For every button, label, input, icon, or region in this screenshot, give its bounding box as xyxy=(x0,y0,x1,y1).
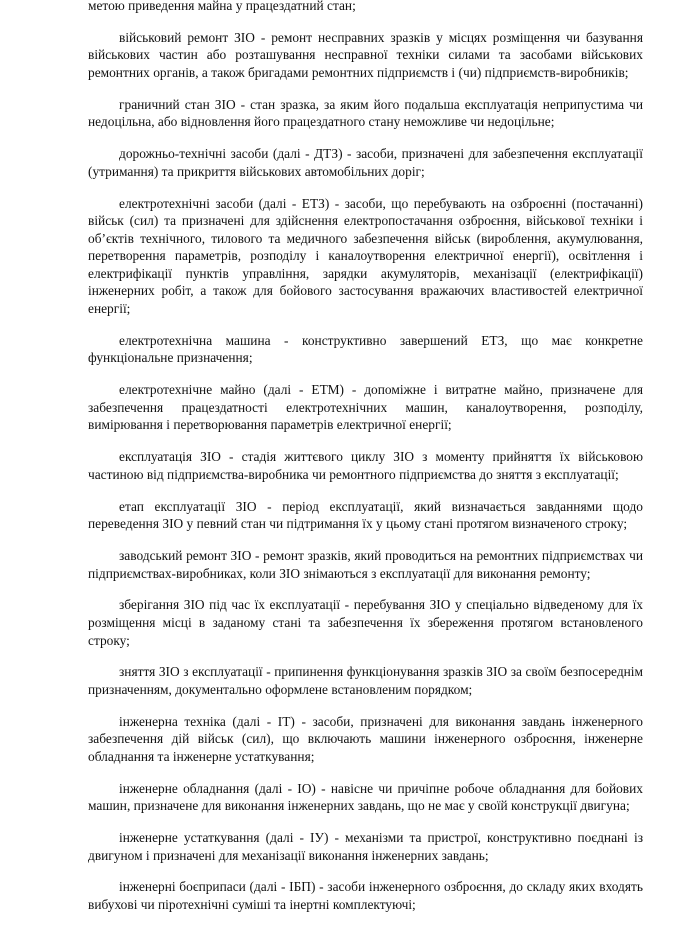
definition-engineering-attachment: інженерне обладнання (далі - ІО) - навісне чи причіпне робоче обладнання для бойових машин, призначене для виконання інженерних завдань, що не має у своїй конструкції двигуна; xyxy=(88,780,643,814)
definition-factory-repair: заводський ремонт ЗІО - ремонт зразків, який проводиться на ремонтних підприємствах чи підприємствах-виробниках, коли ЗІО знімаються з експлуатації для виконання ремонту; xyxy=(88,547,643,581)
definition-engineering-equipment: інженерна техніка (далі - ІТ) - засоби, призначені для виконання завдань інженерного забезпечення дій військ (сил), що включають машини інженерного озброєння, інженерне обладнання та інженерне устаткування; xyxy=(88,713,643,764)
definition-operation-stage: етап експлуатації ЗІО - період експлуатації, який визначається завданнями щодо переведення ЗІО у певний стан чи підтримання їх у цьому стані протягом визначеного строку; xyxy=(88,498,643,532)
definition-decommissioning: зняття ЗІО з експлуатації - припинення функціонування зразків ЗІО за своїм безпосереднім призначенням, документально оформлене встановленим порядком; xyxy=(88,664,643,697)
definition-engineering-installation: інженерне устаткування (далі - ІУ) - механізми та пристрої, конструктивно поєднані із двигуном і призначені для механізації виконання інженерних завдань; xyxy=(88,830,643,863)
definition-storage: зберігання ЗІО під час їх експлуатації - перебування ЗІО у спеціально відведеному для їх розміщення місці в заданому стані та забезпечення їх збереження протягом встановленого строку; xyxy=(88,597,643,648)
definition-electrotechnical-machine: електротехнічна машина - конструктивно завершений ЕТЗ, що має конкретне функціональне призначення; xyxy=(88,332,643,366)
definition-electrotechnical-means: електротехнічні засоби (далі - ЕТЗ) - засоби, що перебувають на озброєнні (постачанні) військ (сил) та призначені для здійснення електропостачання озброєння, військової техніки і об’єктів технічного, тилового та медичного забезпечення військ (вироблення, акумулювання, перетворення параметрів, розподілу і каналоутворення електричної енергії), освітлення і електрифікації пунктів управління, зарядки акумуляторів, механізації (електрифікації) інженерних робіт, а також для бойового застосування вражаючих властивостей електричної енергії; xyxy=(88,195,643,317)
definition-operation: експлуатація ЗІО - стадія життєвого циклу ЗІО з моменту прийняття їх військовою частиною від підприємства-виробника чи ремонтного підприємства до зняття з експлуатації; xyxy=(88,449,643,482)
paragraph-continuation: метою приведення майна у працездатний стан; xyxy=(88,0,356,13)
definition-road-technical-means: дорожньо-технічні засоби (далі - ДТЗ) - засоби, призначені для забезпечення експлуатації (утримання) та прикриття військових автомобільних доріг; xyxy=(88,146,643,179)
definition-military-repair: військовий ремонт ЗІО - ремонт несправних зразків у місцях розміщення чи базування військових частин або розташування несправної техніки силами та засобами військових ремонтних органів, а також бригадами ремонтних підприємств і (чи) підприємств-виробників; xyxy=(88,29,643,80)
document-body xyxy=(88,0,643,928)
definition-limit-state: граничний стан ЗІО - стан зразка, за яким його подальша експлуатація неприпустима чи недоцільна, або відновлення його працездатного стану неможливе чи недоцільне; xyxy=(88,96,643,130)
definition-electrotechnical-property: електротехнічне майно (далі - ЕТМ) - допоміжне і витратне майно, призначене для забезпечення працездатності електротехнічних машин, каналоутворення, розподілу, вимірювання і перетворювання параметрів електричної енергії; xyxy=(88,382,643,433)
definition-engineering-munitions: інженерні боєприпаси (далі - ІБП) - засоби інженерного озброєння, до складу яких входять вибухові чи піротехнічні суміші та інертні комплектуючі; xyxy=(88,879,643,912)
